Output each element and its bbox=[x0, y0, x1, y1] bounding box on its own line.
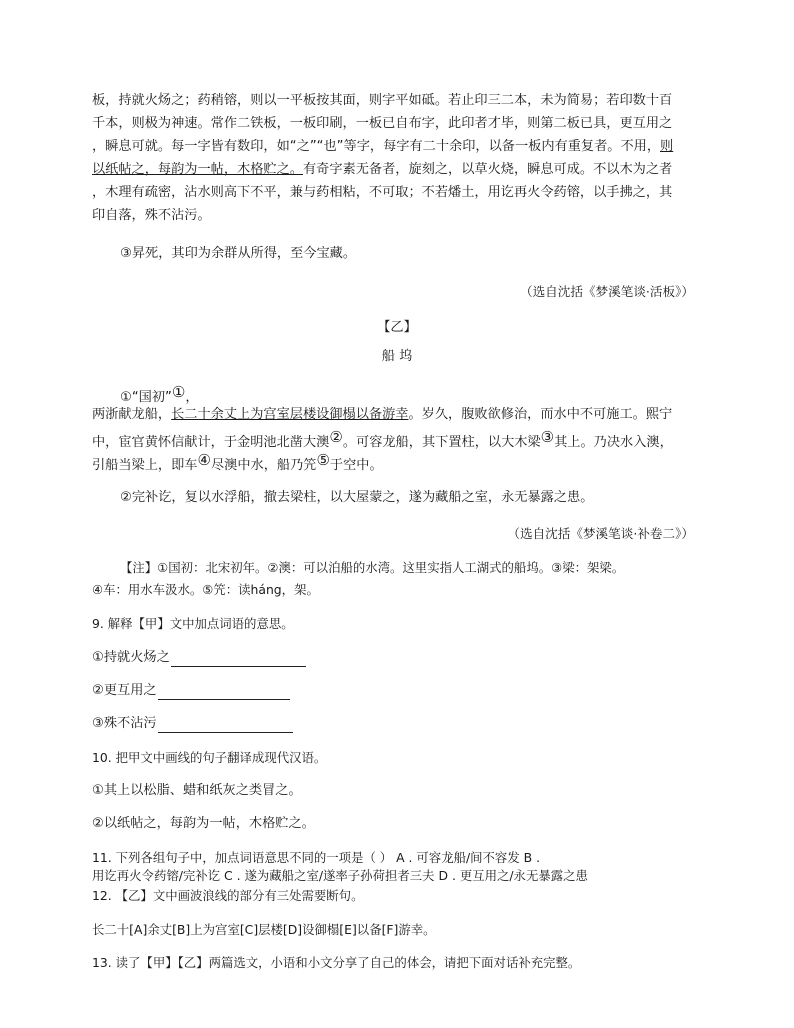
jia-line-1: 板，持就火炀之；药稍镕，则以一平板按其面，则字平如砥。若止印三二本，未为简易；若印数十百 bbox=[92, 93, 673, 108]
answer-blank-3[interactable] bbox=[158, 717, 293, 733]
yi-source: （选自沈括《梦溪笔谈·补卷二》） bbox=[507, 526, 694, 541]
footnote-marker-5: ⑤ bbox=[316, 451, 330, 469]
q9-item-1-label: ①持就火炀之 bbox=[92, 650, 170, 665]
footnote-marker-3: ③ bbox=[540, 428, 555, 446]
yi-line-2-post: 。岁久，腹败欲修治，而水中不可施工。熙宁 bbox=[408, 407, 673, 422]
footnote-marker-1: ① bbox=[171, 383, 186, 401]
q9-item-1 bbox=[92, 648, 712, 667]
notes-line-1: 【注】①国初：北宋初年。②澳：可以泊船的水湾。这里实指人工湖式的船坞。③梁：架梁。 bbox=[120, 560, 625, 575]
question-10: 10. 把甲文中画线的句子翻译成现代汉语。 bbox=[92, 750, 327, 765]
q9-item-2-label: ②更互用之 bbox=[92, 683, 157, 698]
q9-item-3-label: ③殊不沾污 bbox=[92, 716, 157, 731]
yi-line-1 bbox=[120, 383, 740, 407]
jia-line-3 bbox=[92, 137, 712, 156]
yi-line-4-b: 尽澳中水，船乃笐 bbox=[210, 458, 317, 473]
jia-line-6: 印自落，殊不沾污。 bbox=[92, 208, 211, 223]
footnote-marker-4: ④ bbox=[197, 451, 211, 469]
yi-line-3-a: 中，宦官黄怀信献计，于金明池北凿大澳 bbox=[92, 435, 330, 450]
yi-line-4-a: 引船当梁上，即车 bbox=[92, 458, 198, 473]
yi-wavy-underlined: 长二十余丈上为宫室层楼设御榻以备游幸 bbox=[171, 407, 409, 422]
yi-line-3-b: 。可容龙船，其下置柱，以大木梁 bbox=[342, 435, 541, 450]
jia-underlined-start: 则 bbox=[660, 139, 674, 154]
question-13: 13. 读了【甲】【乙】两篇选文，小语和小文分享了自己的体会，请把下面对话补充完整。 bbox=[92, 955, 581, 970]
answer-blank-1[interactable] bbox=[171, 651, 306, 667]
yi-paragraph-2: ②完补讫，复以水浮船，撤去梁柱，以大屋蒙之，遂为藏船之室，永无暴露之患。 bbox=[120, 490, 594, 505]
jia-line-3-text: ，瞬息可就。每一字皆有数印，如“之”“也”等字，每字有二十余印，以备一板内有重复者。不用， bbox=[92, 139, 661, 154]
jia-paragraph-3: ③昇死，其印为余群从所得，至今宝藏。 bbox=[120, 246, 357, 261]
jia-line-4 bbox=[92, 160, 712, 179]
yi-line-2-pre: 两浙献龙船， bbox=[92, 407, 172, 422]
question-11-line-2: 用讫再火令药镕/完补讫 C . 遂为藏船之室/遂率子孙荷担者三夫 D . 更互用之/永无暴露之患 bbox=[92, 868, 588, 883]
notes-line-2: ④车：用水车汲水。⑤笐：读háng，架。 bbox=[92, 582, 319, 597]
q9-item-2 bbox=[92, 681, 712, 700]
jia-line-5: ，木理有疏密，沾水则高下不平，兼与药相粘，不可取；不若燔土，用讫再火令药镕，以手拂之，其 bbox=[92, 185, 673, 200]
yi-line-2 bbox=[92, 405, 712, 424]
yi-title: 船 坞 bbox=[381, 349, 413, 364]
answer-blank-2[interactable] bbox=[158, 684, 290, 700]
jia-line-2: 千本，则极为神速。常作二铁板，一板印刷，一板已自布字，此印者才毕，则第二板已具，更互用之 bbox=[92, 116, 673, 131]
jia-line-4-rest: 有奇字素无备者，旋刻之，以草火烧，瞬息可成。不以木为之者 bbox=[303, 162, 673, 177]
yi-line-1-prefix: ①“国初” bbox=[120, 390, 172, 405]
question-9: 9. 解释【甲】文中加点词语的意思。 bbox=[92, 616, 294, 631]
yi-line-4 bbox=[92, 451, 712, 475]
jia-underlined-sentence: 以纸帖之，每韵为一帖，木格贮之。 bbox=[92, 162, 303, 177]
q9-item-3 bbox=[92, 714, 712, 733]
question-12-text: 长二十[A]余丈[B]上为宫室[C]层楼[D]设御榻[E]以备[F]游幸。 bbox=[92, 922, 436, 937]
yi-line-1-suffix: ， bbox=[185, 390, 199, 405]
yi-line-3 bbox=[92, 428, 712, 452]
yi-line-4-c: 于空中。 bbox=[329, 458, 383, 473]
yi-line-3-c: 其上。乃决水入澳， bbox=[554, 435, 673, 450]
footnote-marker-2: ② bbox=[329, 428, 343, 446]
jia-source: （选自沈括《梦溪笔谈·活板》） bbox=[519, 284, 694, 299]
question-11-line-1: 11. 下列各组句子中，加点词语意思不同的一项是（ ） A . 可容龙船/间不容发 B . bbox=[92, 850, 541, 865]
question-12: 12. 【乙】文中画波浪线的部分有三处需要断句。 bbox=[92, 888, 364, 903]
yi-heading: 【乙】 bbox=[377, 320, 417, 335]
q10-item-1: ①其上以松脂、蜡和纸灰之类冒之。 bbox=[92, 783, 302, 798]
q10-item-2: ②以纸帖之，每韵为一帖，木格贮之。 bbox=[92, 816, 315, 831]
